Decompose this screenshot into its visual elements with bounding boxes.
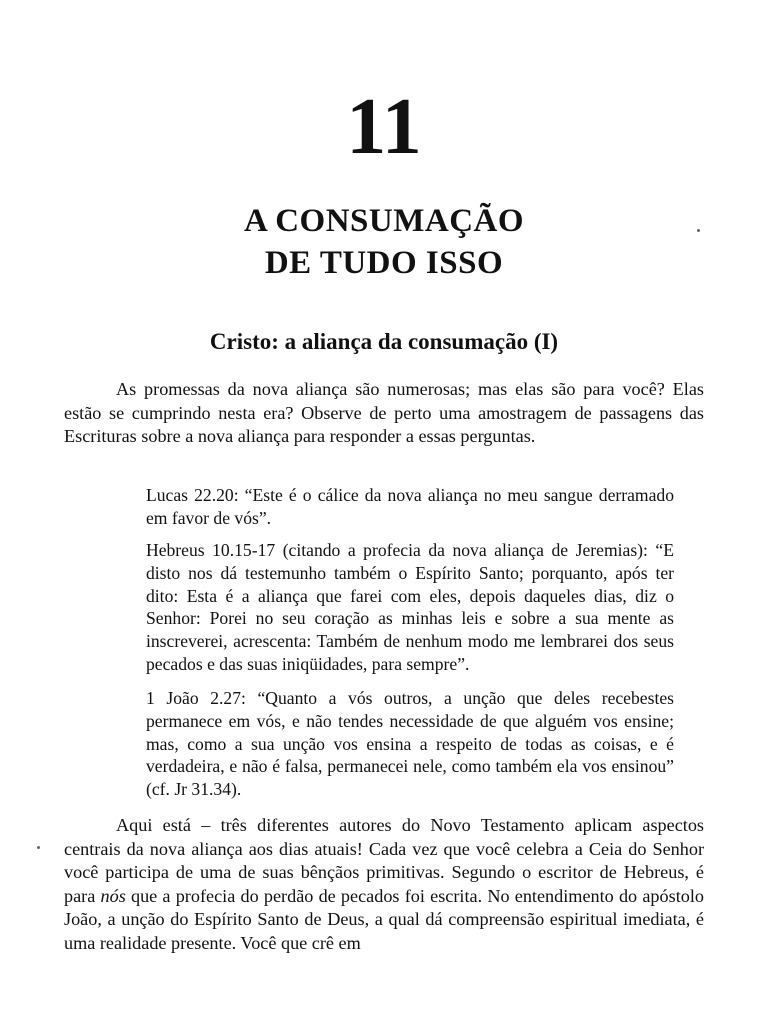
quote-luke: Lucas 22.20: “Este é o cálice da nova aliança no meu sangue derramado em favor de vós”.: [146, 485, 674, 528]
closing-emphasis: nós: [100, 885, 126, 906]
chapter-title: [0, 200, 768, 284]
chapter-title-line-1: A CONSUMAÇÃO: [243, 203, 525, 239]
chapter-title-line-2: DE TUDO ISSO: [264, 245, 504, 281]
intro-paragraph: As promessas da nova aliança são numerosas; mas elas são para você? Elas estão se cumprindo nesta era? Observe de perto uma amostragem de passagens das Escrituras sobre a nova aliança para responder a essas perguntas.: [64, 379, 704, 446]
closing-text-2: que a profecia do perdão de pecados foi escrita. No entendimento do apóstolo João, a unção do Espírito Santo de Deus, a qual dá compreensão espiritual imediata, é uma realidade presente. Você que crê em: [64, 885, 704, 953]
scan-speck: [37, 846, 40, 849]
chapter-number: 11: [346, 83, 422, 171]
scan-speck: [697, 229, 700, 232]
section-heading: Cristo: a aliança da consumação (I): [209, 329, 559, 354]
closing-paragraph: [64, 814, 704, 955]
closing-text-1: Aqui está – três diferentes autores do Novo Testamento aplicam aspectos centrais da nova aliança aos dias atuais! Cada vez que você celebra a Ceia do Senhor você participa de uma de suas bênçãos primitivas. Segundo o escritor de Hebreus, é para: [64, 815, 704, 906]
quote-1-john: 1 João 2.27: “Quanto a vós outros, a unção que deles recebestes permanece em vós, e não tendes necessidade de que alguém vos ensine; mas, como a sua unção vos ensina a respeito de todas as coisas, e é verdadeira, e não é falsa, permanecei nele, como também ela vos ensinou” (cf. Jr 31.34).: [146, 688, 674, 800]
quote-hebrews: Hebreus 10.15-17 (citando a profecia da nova aliança de Jeremias): “E disto nos dá testemunho também o Espírito Santo; porquanto, após ter dito: Esta é a aliança que farei com eles, depois daqueles dias, diz o Senhor: Porei no seu coração as minhas leis e sobre a sua mente as inscreverei, acrescenta: Também de nenhum modo me lembrarei dos seus pecados e das suas iniqüidades, para sempre”.: [146, 540, 674, 674]
